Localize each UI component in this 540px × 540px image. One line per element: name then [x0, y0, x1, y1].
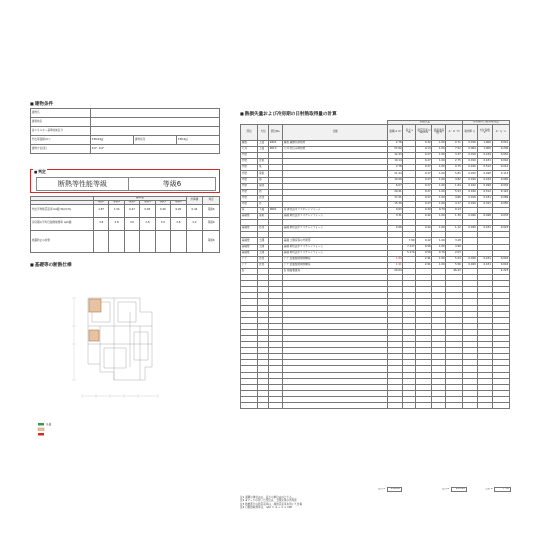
criteria-standard-value: 0.65 — [140, 204, 155, 217]
heat-cell-h: 1.00 — [432, 262, 446, 268]
heat-cell-dir: 西 — [258, 189, 269, 195]
totals-spacer — [240, 488, 377, 492]
heat-cell-spec: ドア 金属製熱遮断構造 — [282, 256, 387, 262]
criteria-grade-header: 等級3 — [155, 200, 170, 204]
heat-cell-eta: 0.010 — [462, 183, 477, 189]
heat-cell-ae: 0.052 — [492, 153, 509, 159]
building-label: 建物方位(度) — [31, 145, 91, 154]
total-area-value: 338.04 — [387, 488, 401, 492]
judgement-grade: 等級6 — [162, 180, 182, 188]
heat-cell-auh: 0.75 — [446, 165, 462, 171]
heat-cell-dir: 北西 — [258, 256, 269, 262]
heat-cell-ae: 0.016 — [492, 256, 509, 262]
heat-cell-auh: 5.56 — [446, 262, 462, 268]
building-label: 省エネルギー基準地域区分 — [31, 127, 91, 136]
heat-cell-part: 基礎壁 — [241, 250, 258, 256]
criteria-row — [31, 204, 220, 217]
heat-cell-eta: 0.020 — [462, 226, 477, 232]
heat-cell-part: 外壁 — [241, 171, 258, 177]
building-label: 外皮等面積(m²) — [31, 136, 91, 145]
heat-cell-empty — [258, 403, 269, 409]
heat-cell-nu: 0.431 — [477, 226, 492, 232]
heat-cell-u: 0.42 — [416, 226, 432, 232]
heat-cell-a: 0.63 — [388, 208, 403, 214]
heat-cell-spec: ドア 金属製熱遮断構造 — [282, 262, 387, 268]
heat-cell-a: 57.62 — [388, 147, 403, 153]
heat-cell-empty — [388, 403, 403, 409]
heat-cell-h: 1.00 — [432, 159, 446, 165]
heat-column-header: 方位 — [258, 124, 269, 140]
heat-cell-u: 0.27 — [416, 183, 432, 189]
heat-cell-empty — [282, 403, 387, 409]
heat-cell-h: 0.70 — [432, 208, 446, 214]
heat-cell-part: 外壁 — [241, 153, 258, 159]
heat-cell-empty — [432, 403, 446, 409]
total-auh-label: 合計② — [441, 487, 450, 490]
heat-cell-empty — [446, 403, 462, 409]
heat-cell-dir: 北西 — [258, 226, 269, 232]
heat-cell-a: 12.43 — [388, 153, 403, 159]
heat-cell-dir: 上面 — [258, 140, 269, 146]
heat-cell-l: 5.174 — [403, 250, 416, 256]
heat-cell-dir: 北西 — [258, 195, 269, 201]
heat-cell-auh: 5.24 — [446, 256, 462, 262]
heat-cell-part: ドア — [241, 256, 258, 262]
criteria-standard-value — [171, 230, 187, 252]
heat-cell-h: 1.00 — [432, 177, 446, 183]
heat-cell-auh: 46.43 — [446, 268, 462, 274]
heat-cell-part: 床 — [241, 208, 258, 214]
heat-cell-u: 2.91 — [416, 256, 432, 262]
heat-column-header: 方位係数 ν — [477, 124, 492, 140]
heat-cell-spec: 床 押出法ポリスチレンフォーム — [282, 208, 387, 214]
heat-cell-u: 0.42 — [416, 214, 432, 220]
heat-cell-spec: 窓 樹脂製建具 — [282, 268, 387, 274]
building-row — [31, 145, 220, 154]
insulation-markers — [89, 299, 101, 341]
heat-cell-u: 0.27 — [416, 165, 432, 171]
heat-cell-u: 0.27 — [416, 153, 432, 159]
heat-cell-ae: 0.230 — [492, 147, 509, 153]
heat-cell-a: 20.41 — [388, 189, 403, 195]
heat-cell-a: 2.78 — [388, 165, 403, 171]
plan-title: ■ 基礎等の断熱仕様 — [30, 262, 72, 268]
heat-cell-h: 1.00 — [432, 244, 446, 250]
heat-cell-spec: 屋根 繊維系断熱材 — [282, 140, 387, 146]
heat-cell-h: 1.00 — [432, 183, 446, 189]
heat-cell-h: 1.00 — [432, 214, 446, 220]
heat-cell-a: 21.44 — [388, 171, 403, 177]
heat-column-header: 部位No. — [268, 124, 282, 140]
heat-cell-h: 1.00 — [432, 189, 446, 195]
heat-cell-auh: 3.37 — [446, 153, 462, 159]
heat-loss-notes — [240, 496, 302, 509]
heat-cell-u: 0.56 — [416, 244, 432, 250]
heat-cell-eta: 0.020 — [462, 256, 477, 262]
heat-cell-no: 0401 — [268, 140, 282, 146]
criteria-standard-value — [155, 230, 170, 252]
heat-cell-h: 1.00 — [432, 238, 446, 244]
heat-cell-ae: 0.050 — [492, 201, 509, 207]
heat-cell-eta: 0.020 — [462, 262, 477, 268]
heat-cell-spec: 基礎 押出法ポリスチレンフォーム — [282, 214, 387, 220]
heat-cell-a: 1.91 — [388, 262, 403, 268]
heat-cell-part: 天井 — [241, 147, 258, 153]
criteria-judge-header: 判定 — [203, 197, 220, 205]
criteria-label: 外皮平均熱貫流率 UA値 W/(m²K) — [31, 204, 94, 217]
heat-cell-auh: 4.17 — [446, 201, 462, 207]
criteria-standard-value: 1.87 — [93, 204, 108, 217]
building-value — [91, 118, 220, 127]
heat-group1-header: 熱損失量 — [388, 121, 462, 125]
heat-cell-empty — [268, 403, 282, 409]
heat-cell-u: 0.27 — [416, 195, 432, 201]
heat-column-header: 温度差係数 H — [432, 124, 446, 140]
heat-cell-h: 1.00 — [432, 147, 446, 153]
heat-cell-auh: 7.52 — [446, 147, 462, 153]
heat-cell-eta: 0.010 — [462, 189, 477, 195]
heat-cell-h: 1.00 — [432, 201, 446, 207]
heat-cell-auh: 1.12 — [446, 226, 462, 232]
criteria-standard-value: 0.26 — [171, 204, 187, 217]
heat-cell-part: ドア — [241, 262, 258, 268]
heat-cell-h: 1.00 — [432, 226, 446, 232]
heat-cell-dir: 土間 — [258, 244, 269, 250]
heat-cell-nu: 0.498 — [477, 171, 492, 177]
heat-cell-u: 0.27 — [416, 201, 432, 207]
heat-cell-ae: 0.110 — [492, 189, 509, 195]
heat-cell-h: 1.00 — [432, 256, 446, 262]
heat-cell-a: 10.14 — [388, 159, 403, 165]
totals-spacer-2 — [401, 488, 441, 492]
heat-cell-nu: 0.512 — [477, 189, 492, 195]
heat-cell-auh: 5.81 — [446, 171, 462, 177]
heat-cell-spec: 天井 吹込み断熱材 — [282, 147, 387, 153]
heat-cell-h: 1.00 — [432, 165, 446, 171]
criteria-table — [30, 196, 220, 253]
building-label: 建築地名 — [31, 118, 91, 127]
heat-cell-dir: 上面 — [258, 147, 269, 153]
heat-cell-a: 6.07 — [388, 183, 403, 189]
heat-cell-empty — [477, 403, 492, 409]
heat-column-header: A・η・ν — [492, 124, 509, 140]
criteria-judge: 等級6 — [203, 217, 220, 230]
heat-cell-h: 1.00 — [432, 153, 446, 159]
criteria-judge: 等級6 — [203, 204, 220, 217]
heat-cell-part: 基礎壁 — [241, 244, 258, 250]
heat-cell-a: 14.09 — [388, 177, 403, 183]
heat-cell-u: 0.32 — [416, 140, 432, 146]
judgement-label: 断熱等性能等級 — [37, 178, 129, 190]
criteria-row — [31, 230, 220, 252]
heat-cell-u: 0.27 — [416, 189, 432, 195]
heat-cell-a: 29.04 — [388, 268, 403, 274]
legend-swatch-green — [38, 423, 44, 426]
heat-cell-u: 0.27 — [416, 171, 432, 177]
plan-legend — [38, 423, 52, 436]
criteria-result-header: 計算値 — [186, 197, 203, 205]
heat-cell-ae: 0.042 — [492, 159, 509, 165]
criteria-grade-header: 等級2 — [171, 200, 187, 204]
heat-cell-ae: 0.033 — [492, 214, 509, 220]
heat-cell-ae: 0.023 — [492, 226, 509, 232]
heat-cell-empty — [416, 403, 432, 409]
criteria-standard-value: 3.0 — [124, 217, 139, 230]
heat-cell-nu: 0.512 — [477, 165, 492, 171]
heat-column-header: 取得率 η — [462, 124, 477, 140]
heat-cell-dir: 北 — [258, 201, 269, 207]
note-3: 注3 熱橋部分の熱貫流率は、線熱貫流率を用いて計算 — [240, 502, 303, 506]
note-1: 注1 面積の単位は㎡、長さの単位はmとする。 — [240, 496, 295, 499]
criteria-grade-header: 等級6 — [109, 200, 124, 204]
criteria-standard-value: 3.8 — [171, 217, 187, 230]
heat-cell-spec: 基礎 押出法ポリスチレンフォーム — [282, 226, 387, 232]
judgement-title: ■ 判定 — [33, 169, 47, 175]
heat-cell-dir: 南 — [258, 177, 269, 183]
heat-cell-eta: 0.010 — [462, 153, 477, 159]
heat-cell-part: 外壁 — [241, 177, 258, 183]
heat-cell-nu: 0.434 — [477, 153, 492, 159]
heat-cell-part: 基礎壁 — [241, 226, 258, 232]
heat-cell-eta: 0.016 — [462, 140, 477, 146]
heat-cell-part: 外壁 — [241, 183, 258, 189]
heat-cell-nu: 0.431 — [477, 195, 492, 201]
heat-cell-dir: 南西 — [258, 183, 269, 189]
heat-cell-ae: 0.014 — [492, 165, 509, 171]
criteria-standard-value: 0.46 — [155, 204, 170, 217]
heat-loss-title: ■ 熱損失量および冷房期の日射熱取得量の計算 — [240, 111, 337, 117]
criteria-standard-value — [140, 230, 155, 252]
heat-cell-eta: 0.010 — [462, 171, 477, 177]
criteria-grade-header: 等級7 — [93, 200, 108, 204]
heat-cell-eta: 0.010 — [462, 159, 477, 165]
heat-cell-auh: 2.03 — [446, 250, 462, 256]
heat-column-header: 仕様 — [282, 124, 387, 140]
heat-cell-auh: 4.66 — [446, 195, 462, 201]
heat-cell-empty — [403, 403, 416, 409]
heat-cell-auh: 3.82 — [446, 177, 462, 183]
heat-cell-dir: 土間 — [258, 238, 269, 244]
heat-cell-u: 2.91 — [416, 262, 432, 268]
criteria-standard-value: 2.8 — [109, 217, 124, 230]
heat-cell-ae: 4.223 — [492, 268, 509, 274]
criteria-row — [31, 217, 220, 230]
heat-cell-h: 1.00 — [432, 171, 446, 177]
heat-cell-spec: 基礎 土間床等の外周部 — [282, 238, 387, 244]
heat-cell-auh: 1.64 — [446, 183, 462, 189]
criteria-standard-header: 基準値 — [93, 197, 186, 201]
heat-cell-nu: 0.434 — [477, 177, 492, 183]
heat-cell-auh: 1.39 — [446, 214, 462, 220]
heat-cell-part: 基礎壁 — [241, 238, 258, 244]
heat-cell-u: 0.27 — [416, 177, 432, 183]
heat-column-header: 面積 A m² — [388, 124, 403, 140]
building-label: 建物名 — [31, 109, 91, 118]
heat-cell-u: 0.42 — [416, 238, 432, 244]
heat-cell-eta: 0.004 — [462, 147, 477, 153]
heat-cell-nu: 0.431 — [477, 256, 492, 262]
heat-cell-u: 0.27 — [416, 159, 432, 165]
criteria-standard-value: 3.8 — [93, 217, 108, 230]
heat-cell-auh: 0.71 — [446, 140, 462, 146]
heat-cell-nu: 1.000 — [477, 140, 492, 146]
heat-cell-u: 0.13 — [416, 147, 432, 153]
heat-cell-eta: 0.010 — [462, 195, 477, 201]
total-ae-value: 7.78 — [494, 488, 510, 492]
heat-cell-a: 17.21 — [388, 195, 403, 201]
heat-cell-l: 7.117 — [403, 244, 416, 250]
note-4: 注4 日射熱取得率は、ηAC = ③ ÷ ① × 100 — [240, 506, 293, 510]
heat-cell-h: 1.00 — [432, 140, 446, 146]
heat-cell-l: 7.80 — [403, 238, 416, 244]
heat-cell-u: 0.30 — [416, 208, 432, 214]
heat-cell-empty — [241, 403, 258, 409]
heat-group2-header: 冷房期の日射熱取得量 — [462, 121, 509, 125]
heat-cell-ae: 0.113 — [492, 171, 509, 177]
building-conditions-title: ■ 建物条件 — [30, 101, 53, 107]
criteria-result: 2.2 — [186, 217, 203, 230]
heat-cell-part: 外壁 — [241, 159, 258, 165]
building-row — [31, 118, 220, 127]
heat-cell-a: 15.39 — [388, 201, 403, 207]
heat-column-header: 長さ L m — [403, 124, 416, 140]
heat-cell-part: 屋根 — [241, 140, 258, 146]
heat-cell-nu: 0.431 — [477, 262, 492, 268]
heat-cell-nu: 0.431 — [477, 159, 492, 165]
heat-cell-dir: 下面 — [258, 208, 269, 214]
heat-cell-no: 0010 — [268, 147, 282, 153]
heat-cell-nu: 0.498 — [477, 183, 492, 189]
criteria-grade-header: 等級5 — [124, 200, 139, 204]
heat-cell-ae: 0.065 — [492, 177, 509, 183]
floor-plan-svg — [30, 272, 220, 447]
heat-cell-eta: 0.020 — [462, 214, 477, 220]
heat-cell-spec: 基礎 押出法ポリスチレンフォーム — [282, 244, 387, 250]
heat-cell-part: 外壁 — [241, 201, 258, 207]
heat-cell-part: 外壁 — [241, 189, 258, 195]
building-row — [31, 109, 220, 118]
total-area-label: 合計① — [377, 487, 386, 490]
heat-cell-ae: 0.032 — [492, 183, 509, 189]
criteria-grade-header: 等級4 — [140, 200, 155, 204]
judgement-box — [30, 169, 220, 193]
heat-cell-no: 0601 — [268, 208, 282, 214]
foundation-plan-drawing — [30, 272, 220, 447]
heat-cell-part: 基礎壁 — [241, 214, 258, 220]
heat-cell-dir: 土間 — [258, 250, 269, 256]
heat-column-header: 部位 — [241, 124, 258, 140]
building-conditions-table — [30, 108, 220, 154]
heat-row-empty — [241, 403, 510, 409]
heat-cell-empty — [492, 403, 509, 409]
heat-cell-eta: 0.010 — [462, 177, 477, 183]
heat-loss-totals — [240, 487, 511, 492]
heat-cell-nu: 0.498 — [477, 214, 492, 220]
building-value — [91, 109, 220, 118]
heat-cell-dir: 北西 — [258, 262, 269, 268]
heat-cell-a: 2.76 — [388, 140, 403, 146]
heat-cell-h: 1.00 — [432, 195, 446, 201]
heat-cell-part: 窓 — [241, 268, 258, 274]
heat-cell-dir: 南東 — [258, 214, 269, 220]
heat-column-header: 熱貫流率 U W/m²K — [416, 124, 432, 140]
criteria-standard-value — [124, 230, 139, 252]
criteria-standard-value: 3.0 — [155, 217, 170, 230]
legend-swatch-red — [38, 433, 44, 436]
heat-cell-dir: 東 — [258, 165, 269, 171]
heat-cell-ae: 0.041 — [492, 140, 509, 146]
heat-cell-auh: 2.75 — [446, 159, 462, 165]
total-auh-value: 155.45 — [451, 488, 466, 492]
building-value — [91, 127, 220, 136]
criteria-standard-value — [109, 230, 124, 252]
building-row — [31, 136, 220, 145]
heat-cell-eta: 0.010 — [462, 201, 477, 207]
heat-cell-part: 外壁 — [241, 165, 258, 171]
heat-cell-dir: 南東 — [258, 171, 269, 177]
total-ae-label: 合計③ — [485, 487, 493, 490]
building-value: 0.0°, 0.0° — [91, 145, 220, 154]
criteria-standard-value: 0.47 — [124, 204, 139, 217]
building-value: 338.04㎡ — [91, 136, 134, 145]
heat-cell-ae: 0.016 — [492, 262, 509, 268]
criteria-result: 0.44 — [186, 204, 203, 217]
heat-cell-a: 2.66 — [388, 226, 403, 232]
heat-cell-nu: 1.000 — [477, 147, 492, 153]
heat-loss-table — [240, 120, 510, 409]
criteria-standard-value: 1.34 — [109, 204, 124, 217]
building-label-2: 建物延床 — [134, 136, 177, 145]
legend-text-1: 凡例 — [46, 423, 52, 427]
heat-cell-nu: 0.341 — [477, 201, 492, 207]
heat-cell-a: 3.31 — [388, 214, 403, 220]
legend-swatch-insulation — [38, 428, 44, 431]
judgement-row — [36, 177, 216, 191]
criteria-standard-value: 2.8 — [140, 217, 155, 230]
heat-cell-a: 1.80 — [388, 256, 403, 262]
heat-column-header: A・U・H — [446, 124, 462, 140]
heat-cell-auh: 5.53 — [446, 189, 462, 195]
criteria-label: 冷房期の平均日射熱取得率 ηAC値 — [31, 217, 94, 230]
heat-cell-auh: 3.28 — [446, 238, 462, 244]
heat-cell-auh: 0.13 — [446, 208, 462, 214]
heat-cell-eta: 0.010 — [462, 165, 477, 171]
building-row — [31, 127, 220, 136]
criteria-result — [186, 230, 203, 252]
heat-cell-part: 外壁 — [241, 195, 258, 201]
criteria-judge: 等級6 — [203, 230, 220, 252]
heat-cell-spec: 基礎 押出法ポリスチレンフォーム — [282, 250, 387, 256]
criteria-label: 結露防止の対策 — [31, 230, 94, 252]
heat-cell-ae: 0.069 — [492, 195, 509, 201]
heat-cell-dir: 北東 — [258, 159, 269, 165]
heat-cell-auh: 3.99 — [446, 244, 462, 250]
criteria-standard-value — [93, 230, 108, 252]
note-2: 注2 ★マークの付いた部位は、土間床等の外周部 — [240, 499, 297, 503]
heat-cell-u: 0.56 — [416, 250, 432, 256]
heat-cell-empty — [462, 403, 477, 409]
heat-cell-h: 0.70 — [432, 250, 446, 256]
building-value-2: 338.0㎡ — [177, 136, 220, 145]
